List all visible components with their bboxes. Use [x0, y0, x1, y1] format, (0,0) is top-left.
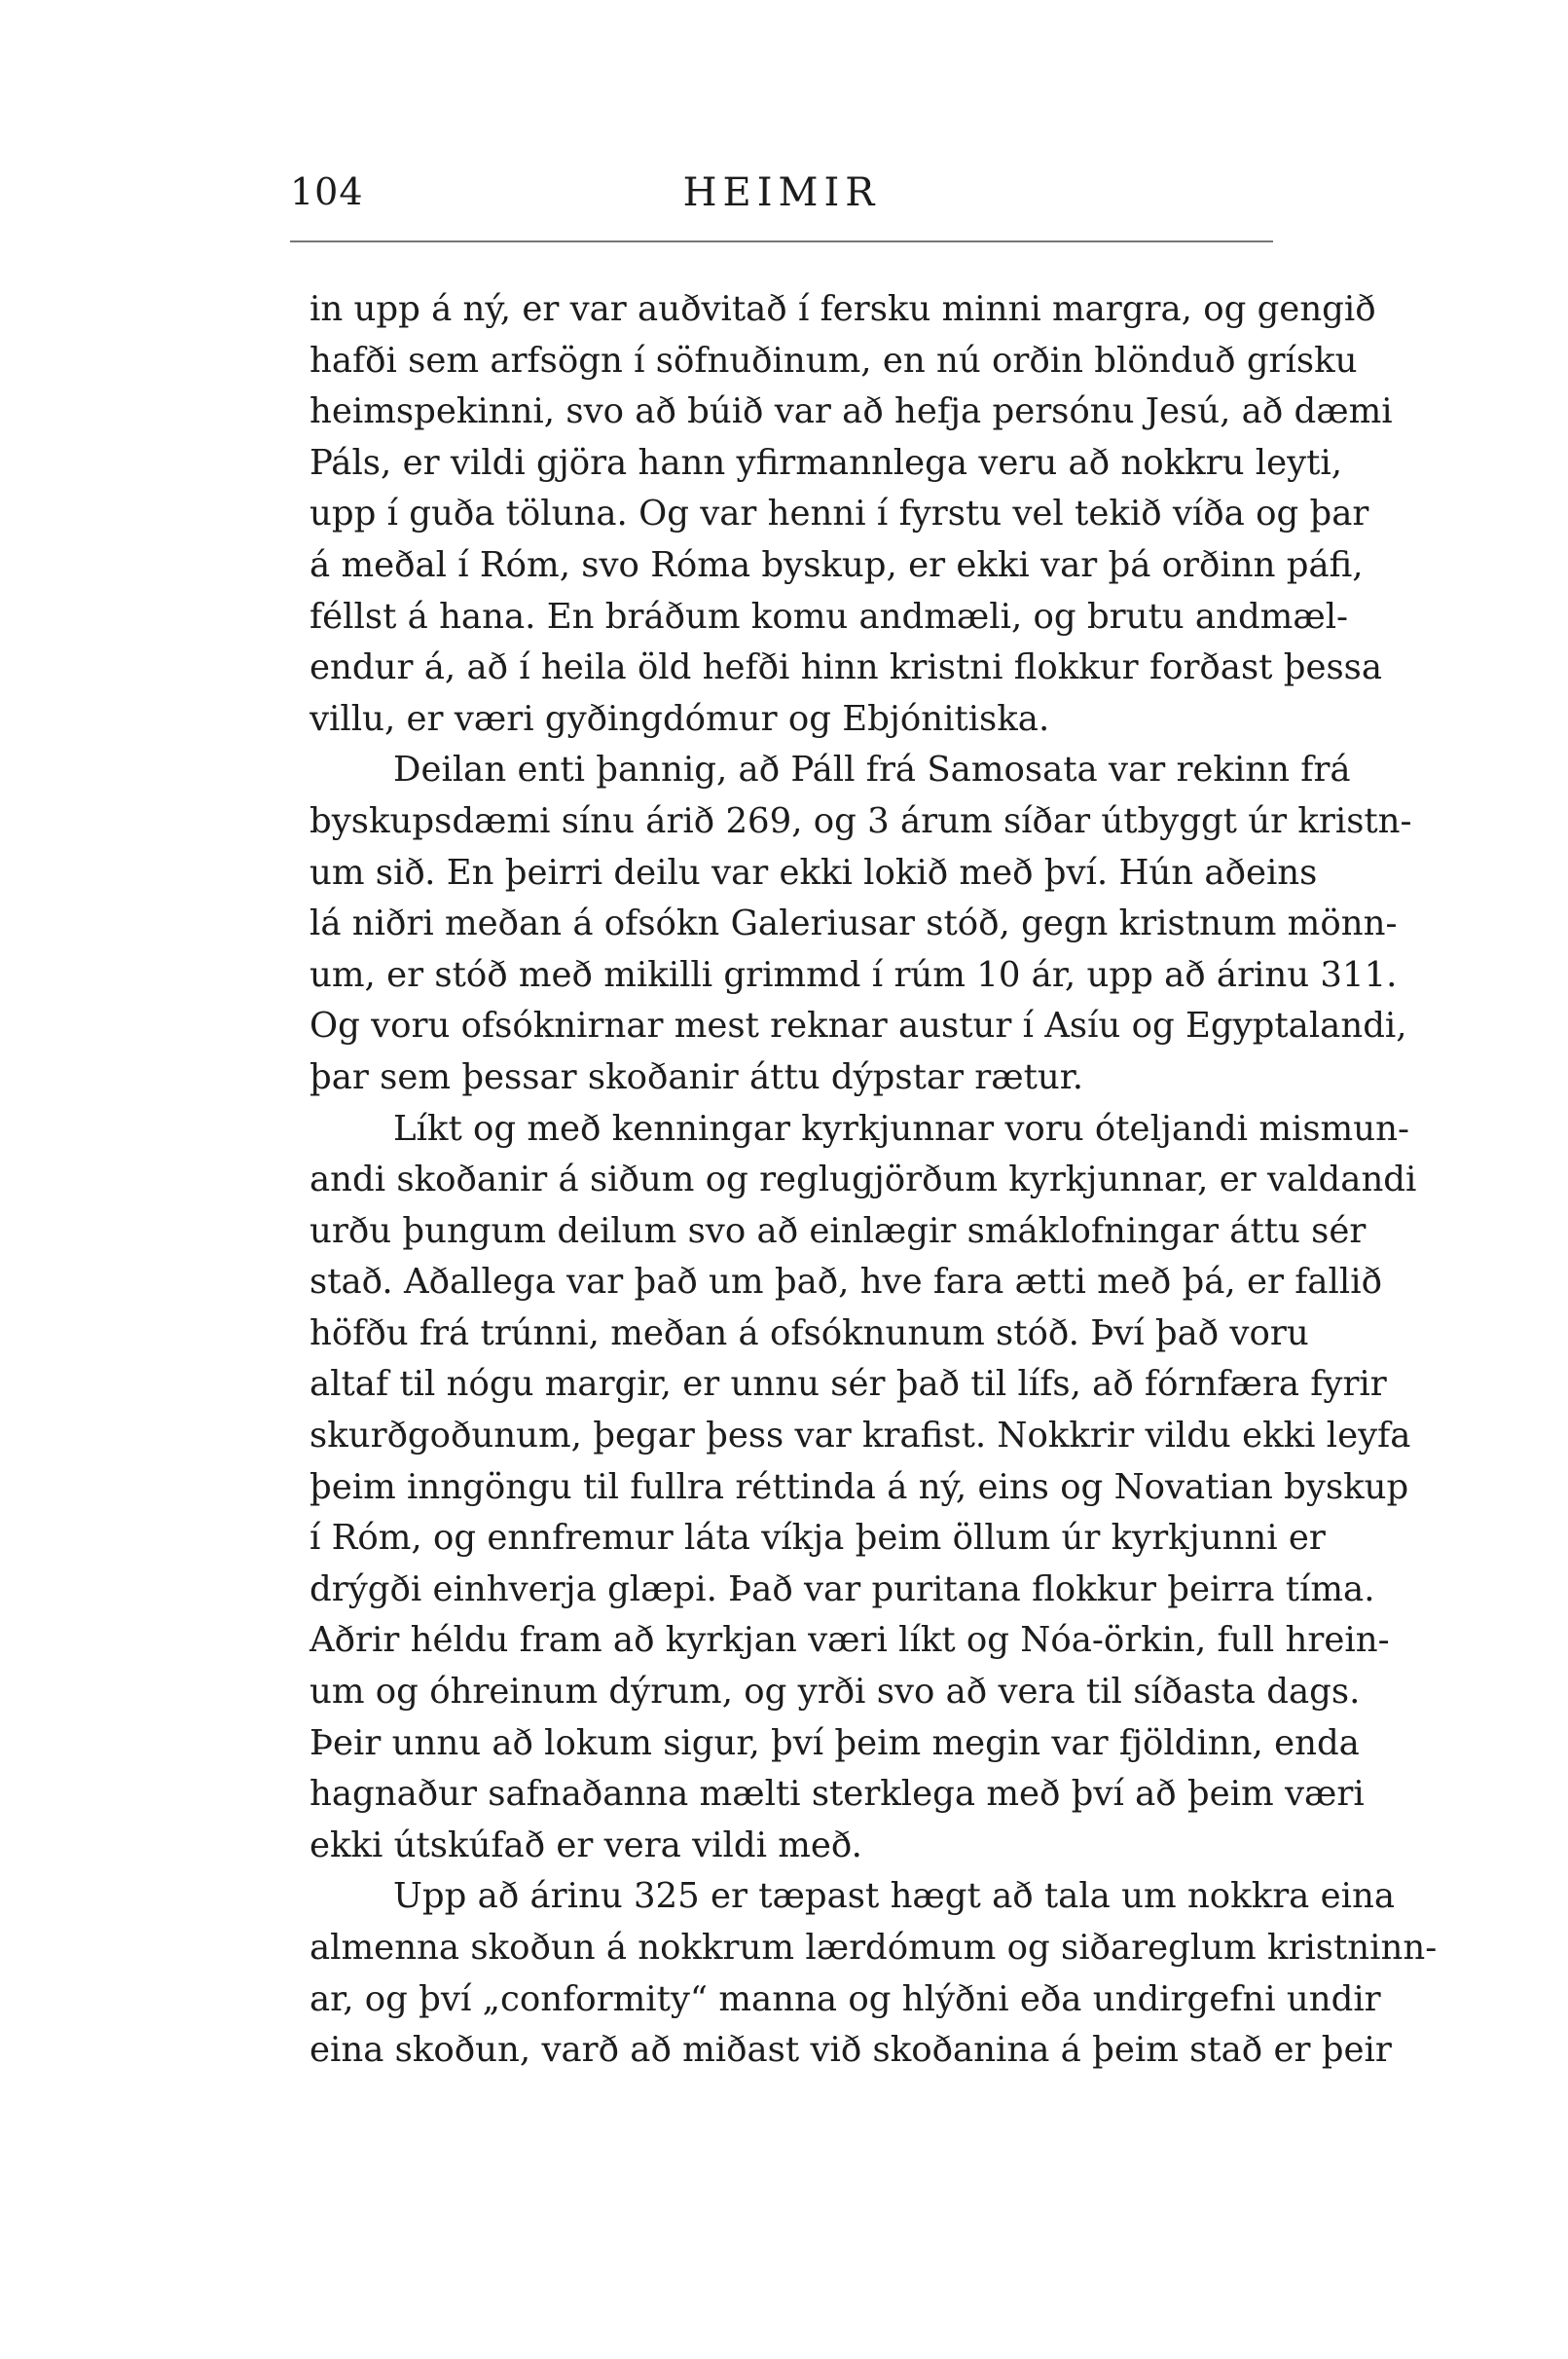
text-line: heimspekinni, svo að búið var að hefja persónu Jesú, að dæmi	[310, 391, 1393, 432]
text-line: villu, er væri gyðingdómur og Ebjónitiska.	[310, 698, 1050, 739]
text-line: almenna skoðun á nokkrum lærdómum og siðareglum kristninn-	[310, 1928, 1438, 1968]
text-line: féllst á hana. En bráðum komu andmæli, og brutu andmæl-	[310, 596, 1349, 637]
text-line: eina skoðun, varð að miðast við skoðanina á þeim stað er þeir	[310, 2030, 1392, 2071]
text-line: hagnaður safnaðanna mælti sterklega með því að þeim væri	[310, 1774, 1365, 1815]
body-text	[310, 284, 1438, 2077]
text-line: lá niðri meðan á ofsókn Galeriusar stóð, gegn kristnum mönn-	[310, 903, 1398, 944]
header-rule	[290, 240, 1273, 242]
text-line: byskupsdæmi sínu árið 269, og 3 árum síðar útbyggt úr kristn-	[310, 800, 1412, 841]
text-line: um, er stóð með mikilli grimmd í rúm 10 ár, upp að árinu 311.	[310, 954, 1398, 995]
text-line: Páls, er vildi gjöra hann yfirmannlega veru að nokkru leyti,	[310, 442, 1343, 483]
text-line: skurðgoðunum, þegar þess var krafist. Nokkrir vildu ekki leyfa	[310, 1416, 1411, 1456]
text-line: stað. Aðallega var það um það, hve fara ætti með þá, er fallið	[310, 1262, 1382, 1303]
text-line: Líkt og með kenningar kyrkjunnar voru óteljandi mismun-	[393, 1108, 1409, 1149]
text-line: Upp að árinu 325 er tæpast hægt að tala um nokkra eina	[393, 1876, 1396, 1917]
text-line: í Róm, og ennfremur láta víkja þeim öllum úr kyrkjunni er	[310, 1518, 1326, 1559]
text-line: ar, og því „conformity“ manna og hlýðni eða undirgefni undir	[310, 1978, 1381, 2019]
text-line: drýgði einhverja glæpi. Það var puritana flokkur þeirra tíma.	[310, 1568, 1375, 1609]
text-line: Aðrir héldu fram að kyrkjan væri líkt og Nóa-örkin, full hrein-	[310, 1620, 1390, 1661]
text-line: in upp á ný, er var auðvitað í fersku minni margra, og gengið	[310, 289, 1376, 329]
text-line: Deilan enti þannig, að Páll frá Samosata var rekinn frá	[393, 750, 1351, 791]
text-line: á meðal í Róm, svo Róma byskup, er ekki var þá orðinn páfi,	[310, 544, 1364, 585]
text-line: um og óhreinum dýrum, og yrði svo að vera til síðasta dags.	[310, 1672, 1361, 1713]
running-head	[290, 170, 1273, 239]
text-line: endur á, að í heila öld hefði hinn kristni flokkur forðast þessa	[310, 647, 1383, 688]
running-title: HEIMIR	[682, 170, 881, 215]
text-line: andi skoðanir á siðum og reglugjörðum kyrkjunnar, er valdandi	[310, 1160, 1417, 1200]
text-line: hafði sem arfsögn í söfnuðinum, en nú orðin blönduð grísku	[310, 340, 1358, 381]
text-line: altaf til nógu margir, er unnu sér það til lífs, að fórnfæra fyrir	[310, 1364, 1387, 1405]
text-line: Og voru ofsóknirnar mest reknar austur í Asíu og Egyptalandi,	[310, 1006, 1407, 1047]
page-number: 104	[290, 170, 364, 213]
text-line: ekki útskúfað er vera vildi með.	[310, 1825, 862, 1865]
text-line: þar sem þessar skoðanir áttu dýpstar rætur.	[310, 1056, 1084, 1097]
text-line: upp í guða töluna. Og var henni í fyrstu vel tekið víða og þar	[310, 494, 1369, 534]
text-line: um sið. En þeirri deilu var ekki lokið með því. Hún aðeins	[310, 852, 1318, 893]
text-line: Þeir unnu að lokum sigur, því þeim megin var fjöldinn, enda	[310, 1722, 1360, 1763]
text-line: urðu þungum deilum svo að einlægir smáklofningar áttu sér	[310, 1210, 1367, 1251]
text-line: þeim inngöngu til fullra réttinda á ný, eins og Novatian byskup	[310, 1466, 1409, 1507]
text-line: höfðu frá trúnni, meðan á ofsóknunum stóð. Því það voru	[310, 1312, 1309, 1353]
